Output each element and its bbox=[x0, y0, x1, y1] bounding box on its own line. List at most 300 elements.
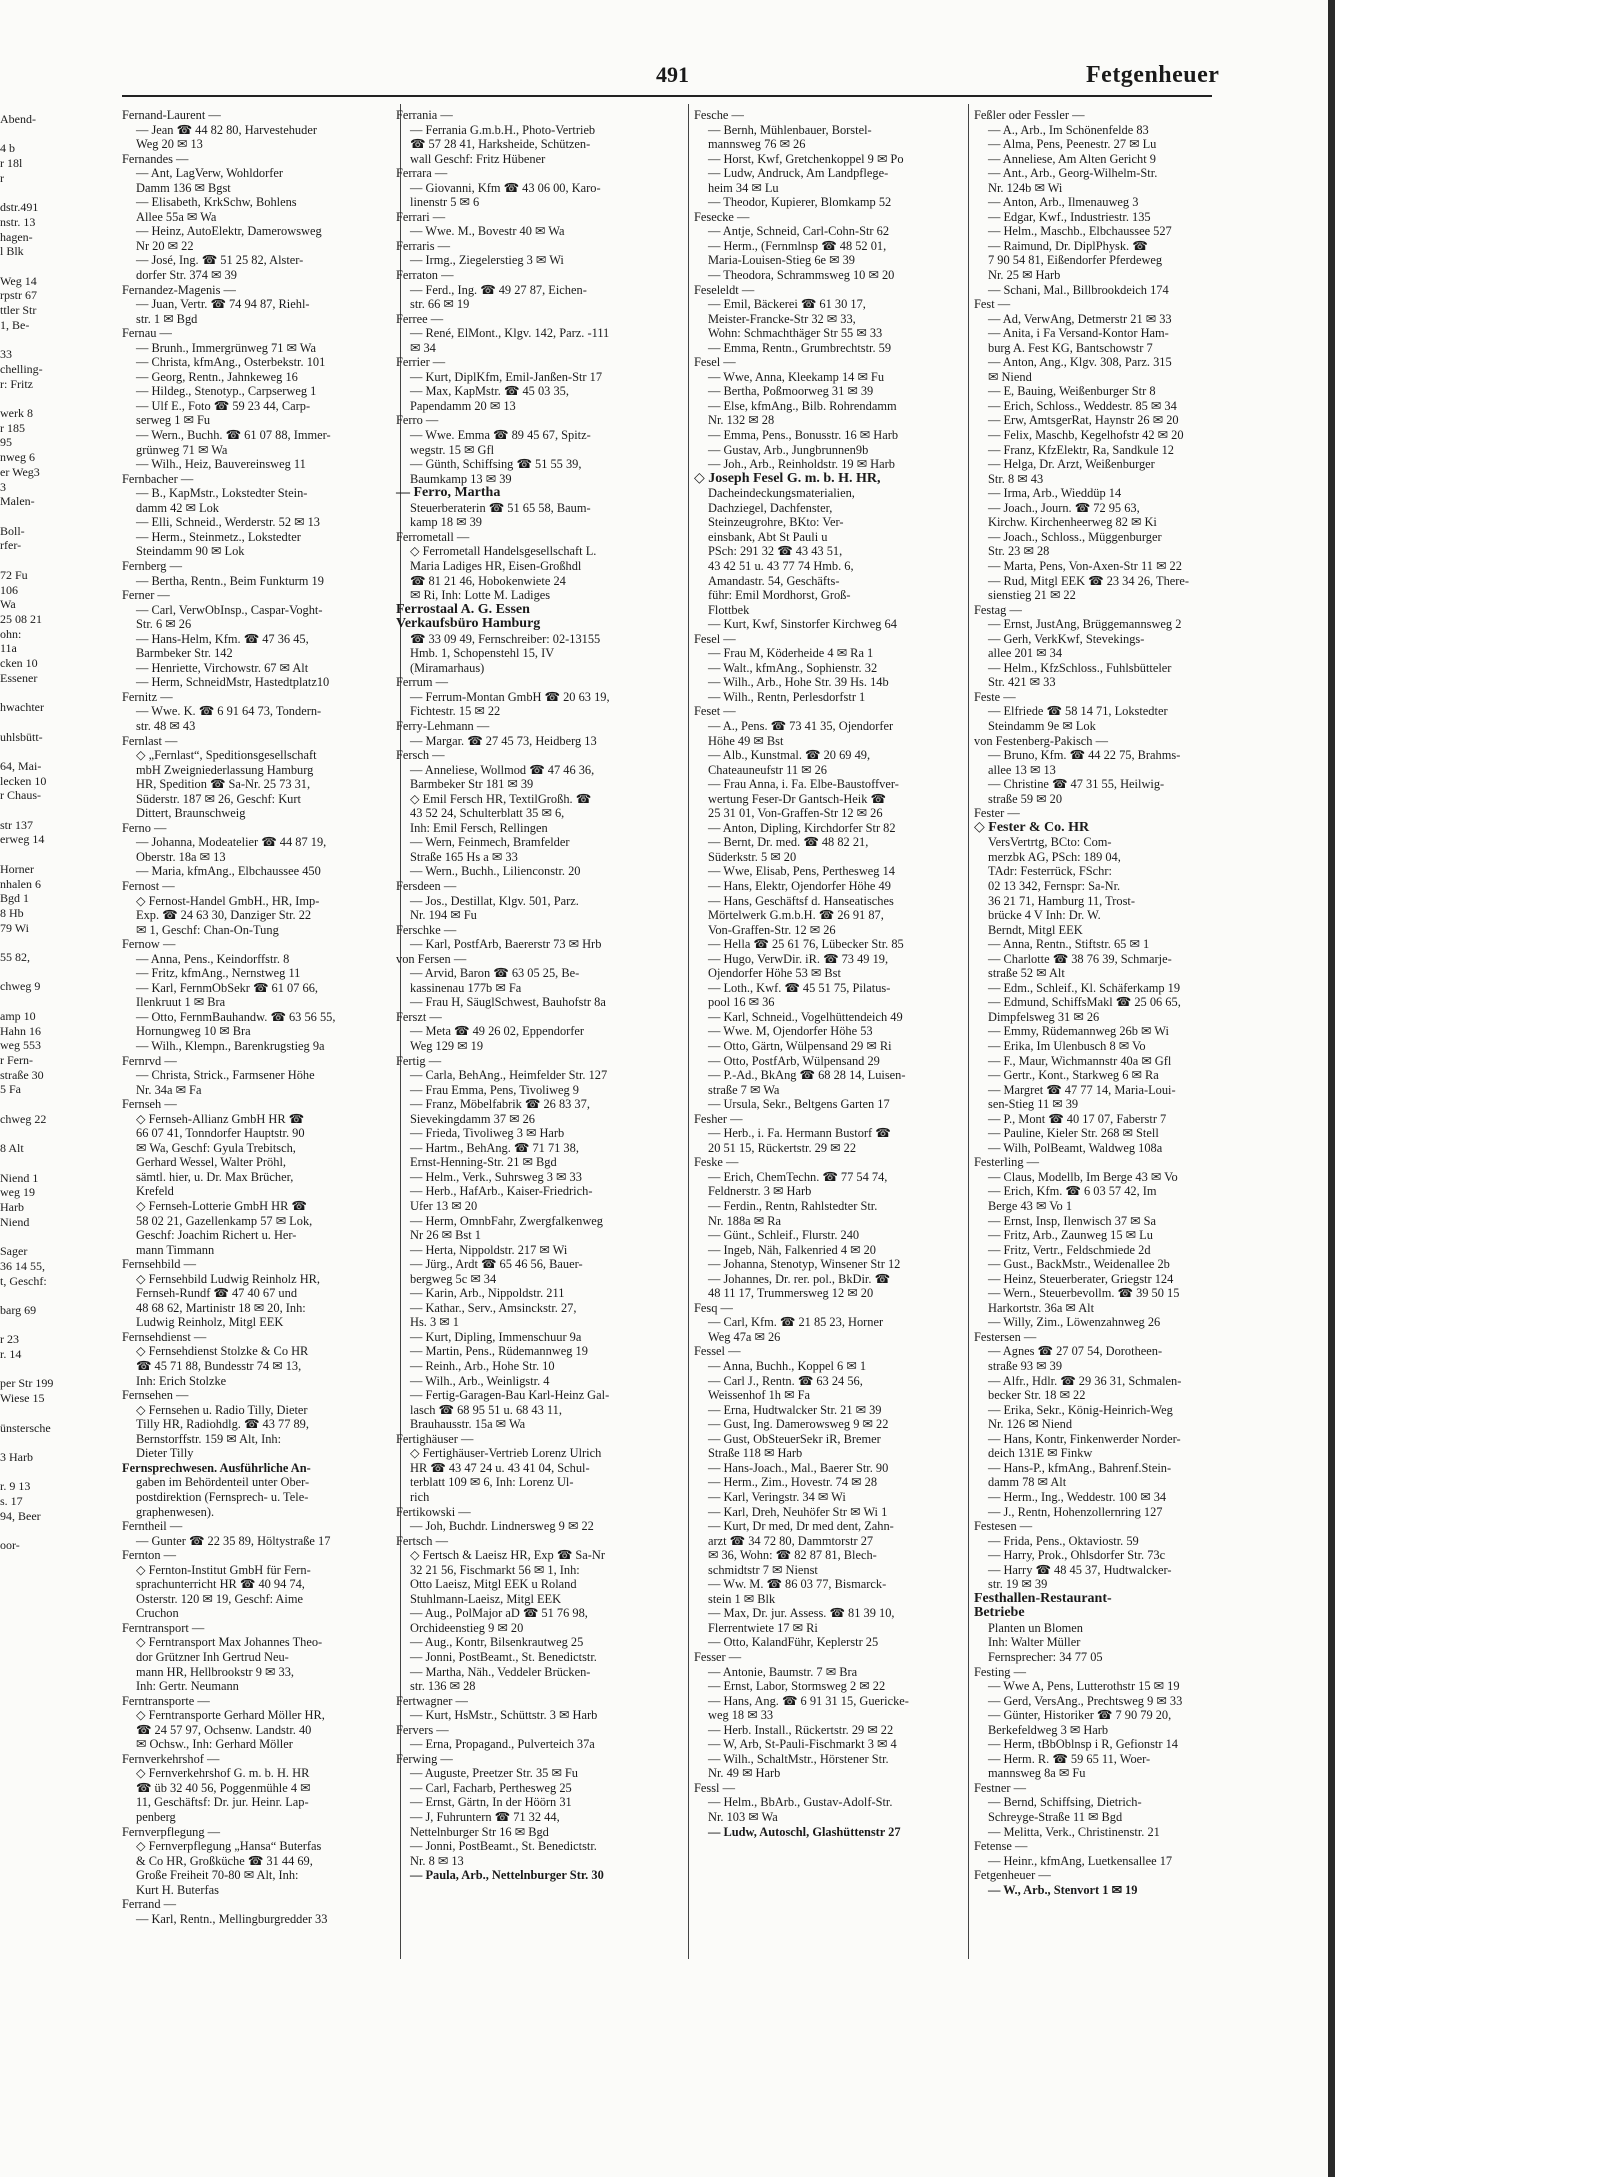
directory-entry-line: Fesche — bbox=[694, 108, 744, 122]
directory-entry-line: Flerrentwiete 17 ✉ Ri bbox=[708, 1620, 818, 1635]
directory-entry-line: — Erna, Propagand., Pulverteich 37a bbox=[410, 1737, 595, 1752]
directory-entry-line: Fesel — bbox=[694, 355, 736, 370]
directory-entry-line: Fest — bbox=[974, 297, 1011, 312]
directory-entry-line: von Festenberg-Pakisch — bbox=[974, 733, 1108, 748]
directory-entry-line: Fernverpflegung — bbox=[122, 1824, 221, 1839]
directory-entry-line: — Hans, Elektr, Ojendorfer Höhe 49 bbox=[708, 878, 891, 893]
directory-entry-line: — Willy, Zim., Löwenzahnweg 26 bbox=[988, 1315, 1161, 1330]
directory-entry-line: Orchideenstieg 9 ✉ 20 bbox=[410, 1620, 524, 1635]
strip-fragment: 79 Wi bbox=[0, 920, 29, 935]
directory-entry-line: — Loth., Kwf. ☎ 45 51 75, Pilatus- bbox=[708, 980, 891, 995]
directory-entry-line: Fernton — bbox=[122, 1548, 177, 1563]
directory-entry-line: 32 21 56, Fischmarkt 56 ✉ 1, Inh: bbox=[410, 1562, 580, 1577]
directory-entry-line: Inh: Emil Fersch, Rellingen bbox=[410, 820, 548, 835]
directory-entry-line: — Irmg., Ziegelerstieg 3 ✉ Wi bbox=[410, 253, 564, 268]
directory-entry-line: ☎ 81 21 46, Hobokenwiete 24 bbox=[410, 573, 566, 588]
directory-entry-line: Ferrum — bbox=[396, 675, 448, 690]
strip-fragment bbox=[0, 259, 44, 274]
directory-entry-line: Bernstorffstr. 159 ✉ Alt, Inh: bbox=[136, 1431, 282, 1446]
directory-entry-line: — Ernst, Gärtn, In der Höörn 31 bbox=[410, 1795, 572, 1810]
directory-entry-line: — Heinr., kfmAng, Luetkensallee 17 bbox=[988, 1853, 1173, 1868]
strip-fragment: erweg 14 bbox=[0, 832, 45, 847]
strip-fragment: rfer- bbox=[0, 538, 22, 553]
directory-entry-line: — Hans-Helm, Kfm. ☎ 47 36 45, bbox=[136, 631, 309, 646]
directory-entry-line: Brauhausstr. 15a ✉ Wa bbox=[410, 1417, 526, 1432]
directory-entry-line: — Walt., kfmAng., Sophienstr. 32 bbox=[708, 660, 878, 675]
directory-entry-line: Feske — bbox=[694, 1155, 739, 1170]
directory-entry-line: Gerhard Wessel, Walter Pröhl, bbox=[136, 1155, 286, 1170]
directory-entry-line: serweg 1 ✉ Fu bbox=[136, 413, 211, 428]
directory-entry-line: Fernitz — bbox=[122, 689, 173, 704]
strip-fragment bbox=[0, 553, 44, 568]
strip-fragment: chelling- bbox=[0, 361, 43, 376]
directory-entry-line: — Antje, Schneid, Carl-Cohn-Str 62 bbox=[708, 224, 890, 239]
strip-fragment bbox=[0, 1524, 44, 1539]
directory-entry-line: Fertwagner — bbox=[396, 1693, 468, 1708]
strip-fragment: Hahn 16 bbox=[0, 1023, 41, 1038]
directory-entry-line: Fesher — bbox=[694, 1111, 743, 1126]
strip-fragment: r Chaus- bbox=[0, 788, 41, 803]
directory-entry-line: — Karl, FernmObSekr ☎ 61 07 66, bbox=[136, 980, 318, 995]
directory-entry-line: Otto Laeisz, Mitgl EEK u Roland bbox=[410, 1577, 577, 1592]
directory-entry-line: — Kurt, Dipling, Immenschuur 9a bbox=[410, 1329, 582, 1344]
running-head: Fetgenheuer bbox=[1086, 62, 1220, 88]
directory-entry-line: — Ludw, Andruck, Am Landpflege- bbox=[708, 166, 889, 181]
directory-entry-line: — Max, KapMstr. ☎ 45 03 35, bbox=[410, 384, 569, 399]
directory-entry-line: Fertig — bbox=[396, 1053, 442, 1068]
directory-entry-line: 48 68 62, Martinistr 18 ✉ 20, Inh: bbox=[136, 1300, 306, 1315]
directory-entry-line: — Giovanni, Kfm ☎ 43 06 00, Karo- bbox=[410, 180, 601, 195]
strip-fragment: ünstersche bbox=[0, 1420, 51, 1435]
directory-entry-line: — Emma, Pens., Bonusstr. 16 ✉ Harb bbox=[708, 428, 899, 443]
directory-entry-line: Fernsehdienst — bbox=[122, 1329, 207, 1344]
directory-entry-line: Berge 43 ✉ Vo 1 bbox=[988, 1199, 1073, 1214]
directory-entry-line: Dittert, Braunschweig bbox=[136, 806, 246, 821]
strip-fragment: dstr.491 bbox=[0, 200, 39, 215]
directory-entry-line: Fernbacher — bbox=[122, 471, 194, 486]
directory-entry-line: — Wwe. M., Bovestr 40 ✉ Wa bbox=[410, 224, 565, 239]
directory-entry-line: — Herm, tBbOblnsp i R, Gefionstr 14 bbox=[988, 1737, 1178, 1752]
directory-entry-line: — Elli, Schneid., Werderstr. 52 ✉ 13 bbox=[136, 515, 320, 530]
directory-entry-line: arzt ☎ 34 72 80, Dammtorstr 27 bbox=[708, 1533, 874, 1548]
directory-entry-line: — Franz, Möbelfabrik ☎ 26 83 37, bbox=[410, 1097, 590, 1112]
directory-entry-line: Ferrara — bbox=[396, 166, 448, 181]
directory-entry-line: — Aug., Kontr, Bilsenkrautweg 25 bbox=[410, 1635, 584, 1650]
directory-entry-line: ✉ Ri, Inh: Lotte M. Ladiges bbox=[410, 588, 551, 603]
directory-entry-line: — Edmund, SchiffsMakl ☎ 25 06 65, bbox=[988, 995, 1181, 1010]
directory-entry-line: HR, Spedition ☎ Sa-Nr. 25 73 31, bbox=[136, 777, 311, 792]
directory-entry-line: Steuerberaterin ☎ 51 65 58, Baum- bbox=[410, 500, 591, 515]
directory-entry-line: Festerling — bbox=[974, 1155, 1040, 1170]
directory-entry-line: Ferree — bbox=[396, 311, 444, 326]
strip-fragment bbox=[0, 1465, 44, 1480]
directory-entry-line: Ferrand — bbox=[122, 1897, 177, 1912]
directory-entry-line: Maria Ladiges HR, Eisen-Großhdl bbox=[410, 558, 582, 573]
directory-entry-line: — Jos., Destillat, Klgv. 501, Parz. bbox=[410, 893, 579, 908]
directory-entry-line: Cruchon bbox=[136, 1606, 179, 1621]
directory-entry-line: linenstr 5 ✉ 6 bbox=[410, 195, 480, 210]
directory-entry-line: — Ingeb, Näh, Falkenried 4 ✉ 20 bbox=[708, 1242, 876, 1257]
directory-entry-line: — Anneliese, Am Alten Gericht 9 bbox=[988, 151, 1156, 166]
directory-entry-line: — Ferd., Ing. ☎ 49 27 87, Eichen- bbox=[410, 282, 587, 297]
strip-fragment: uhlsbütt- bbox=[0, 729, 43, 744]
directory-entry-line: Dieter Tilly bbox=[136, 1446, 194, 1461]
directory-entry-line: Damm 136 ✉ Bgst bbox=[136, 180, 231, 195]
directory-entry-line: ◇ Fernost-Handel GmbH., HR, Imp- bbox=[136, 893, 320, 908]
directory-entry-line: führ: Emil Mordhorst, Groß- bbox=[708, 588, 851, 603]
directory-entry-line: ☎ 57 28 41, Harksheide, Schützen- bbox=[410, 137, 591, 152]
directory-entry-line: — Kurt, Kwf, Sinstorfer Kirchweg 64 bbox=[708, 617, 897, 632]
directory-entry-line: — Wwe, Elisab, Pens, Perthesweg 14 bbox=[708, 864, 895, 879]
directory-entry-line: Nr. 132 ✉ 28 bbox=[708, 413, 775, 428]
directory-entry-line: grünweg 71 ✉ Wa bbox=[136, 442, 228, 457]
directory-entry-line: PSch: 291 32 ☎ 43 43 51, bbox=[708, 544, 843, 559]
strip-fragment bbox=[0, 1406, 44, 1421]
strip-fragment: r 18l bbox=[0, 156, 23, 171]
directory-entry-line: Fernsprecher: 34 77 05 bbox=[988, 1649, 1103, 1664]
directory-entry-line: Ferro — bbox=[396, 413, 439, 428]
directory-entry-line: gaben im Behördenteil unter Ober- bbox=[136, 1475, 310, 1490]
directory-entry-line: — Emma, Rentn., Grumbrechtstr. 59 bbox=[708, 340, 892, 355]
directory-entry-line: — Jean ☎ 44 82 80, Harvestehuder bbox=[136, 122, 317, 137]
directory-entry-line: Maria-Louisen-Stieg 6e ✉ 39 bbox=[708, 253, 855, 268]
strip-fragment: 36 14 55, bbox=[0, 1258, 45, 1273]
strip-fragment bbox=[0, 509, 44, 524]
strip-fragment bbox=[0, 803, 44, 818]
strip-fragment: straße 30 bbox=[0, 1067, 44, 1082]
directory-entry-line: — Hans, Kontr, Finkenwerder Norder- bbox=[988, 1431, 1181, 1446]
directory-entry-line: Nr 20 ✉ 22 bbox=[136, 238, 194, 253]
directory-entry-line: Inh: Erich Stolzke bbox=[136, 1373, 227, 1388]
directory-entry-line: — Ant., Arb., Georg-Wilhelm-Str. bbox=[988, 166, 1158, 181]
directory-entry-line: sen-Stieg 11 ✉ 39 bbox=[988, 1097, 1079, 1112]
directory-entry-line: — Erich, ChemTechn. ☎ 77 54 74, bbox=[708, 1169, 888, 1184]
strip-fragment: 72 Fu bbox=[0, 567, 28, 582]
directory-entry-line: Fersdeen — bbox=[396, 878, 457, 893]
directory-entry-line: Mörtelwerk G.m.b.H. ☎ 26 91 87, bbox=[708, 908, 884, 923]
strip-fragment: nhalen 6 bbox=[0, 876, 41, 891]
directory-entry-line: — Karl, Rentn., Mellingburgredder 33 bbox=[136, 1911, 328, 1926]
strip-fragment: nstr. 13 bbox=[0, 214, 36, 229]
directory-entry-line: — Fertig-Garagen-Bau Karl-Heinz Gal- bbox=[410, 1388, 610, 1403]
directory-entry-line: — Anna, Pens., Keindorffstr. 8 bbox=[136, 951, 290, 966]
directory-entry-line: ◇ Fernverkehrshof G. m. b. H. HR bbox=[136, 1766, 310, 1781]
directory-entry-line: Ferno — bbox=[122, 820, 167, 835]
directory-entry-line: — Herta, Nippoldstr. 217 ✉ Wi bbox=[410, 1242, 568, 1257]
directory-entry-line: mannsweg 8a ✉ Fu bbox=[988, 1766, 1086, 1781]
directory-entry-line: — Ferro, Martha bbox=[396, 485, 501, 501]
directory-entry-line: — Carl, Kfm. ☎ 21 85 23, Horner bbox=[708, 1315, 884, 1330]
strip-fragment bbox=[0, 847, 44, 862]
directory-entry-line: heim 34 ✉ Lu bbox=[708, 180, 779, 195]
directory-entry-line: Fernseh-Rundf ☎ 47 40 67 und bbox=[136, 1286, 298, 1301]
directory-entry-line: — P., Mont ☎ 40 17 07, Faberstr 7 bbox=[988, 1111, 1167, 1126]
directory-entry-line: mannsweg 76 ✉ 26 bbox=[708, 137, 806, 152]
directory-entry-line: — Hella ☎ 25 61 76, Lübecker Str. 85 bbox=[708, 937, 904, 952]
directory-entry-line: Fester — bbox=[974, 806, 1020, 821]
directory-entry-line: — Hans-P., kfmAng., Bahrenf.Stein- bbox=[988, 1460, 1172, 1475]
directory-entry-line: 7 90 54 81, Eißendorfer Pferdeweg bbox=[988, 253, 1163, 268]
directory-entry-line: — Otto, FernmBauhandw. ☎ 63 56 55, bbox=[136, 1009, 336, 1024]
directory-entry-line: — Herm., Steinmetz., Lokstedter bbox=[136, 529, 301, 544]
directory-entry-line: — Gerh, VerkKwf, Stevekings- bbox=[988, 631, 1145, 646]
directory-entry-line: ✉ 1, Geschf: Chan-On-Tung bbox=[136, 922, 279, 937]
directory-entry-line: Ferntheil — bbox=[122, 1519, 183, 1534]
directory-entry-line: Feset — bbox=[694, 704, 736, 719]
directory-entry-line: Berndt, Mitgl EEK bbox=[988, 922, 1083, 937]
directory-entry-line: — Franz, KfzElektr, Ra, Sandkule 12 bbox=[988, 442, 1175, 457]
directory-entry-line: Ludwig Reinholz, Mitgl EEK bbox=[136, 1315, 284, 1330]
directory-entry-line: — Irma, Arb., Wieddüp 14 bbox=[988, 486, 1122, 501]
directory-entry-line: — W, Arb, St-Pauli-Fischmarkt 3 ✉ 4 bbox=[708, 1737, 897, 1752]
directory-entry-line: 11, Geschäftsf: Dr. jur. Heinr. Lap- bbox=[136, 1795, 309, 1810]
strip-fragment bbox=[0, 1097, 44, 1112]
directory-entry-line: Fesser — bbox=[694, 1649, 742, 1664]
directory-entry-line: — José, Ing. ☎ 51 25 82, Alster- bbox=[136, 253, 304, 268]
directory-entry-line: Festing — bbox=[974, 1664, 1026, 1679]
directory-entry-line: — Erika, Sekr., König-Heinrich-Weg bbox=[988, 1402, 1173, 1417]
strip-fragment bbox=[0, 186, 44, 201]
directory-entry-line: Str. 6 ✉ 26 bbox=[136, 617, 192, 632]
directory-entry-line: 48 11 17, Trummersweg 12 ✉ 20 bbox=[708, 1286, 874, 1301]
directory-entry-line: — Martha, Näh., Veddeler Brücken- bbox=[410, 1664, 591, 1679]
directory-entry-line: ◇ Fernton-Institut GmbH für Fern- bbox=[136, 1562, 311, 1577]
directory-entry-line: str. 19 ✉ 39 bbox=[988, 1577, 1048, 1592]
strip-fragment: r Fern- bbox=[0, 1053, 33, 1067]
directory-entry-line: — Rud, Mitgl EEK ☎ 23 34 26, There- bbox=[988, 573, 1190, 588]
strip-fragment bbox=[0, 1229, 44, 1244]
strip-fragment: weg 553 bbox=[0, 1038, 41, 1053]
directory-entry-line: Nettelnburger Str 16 ✉ Bgd bbox=[410, 1824, 549, 1839]
strip-fragment bbox=[0, 994, 44, 1009]
directory-entry-line: — Christa, kfmAng., Osterbekstr. 101 bbox=[136, 355, 326, 370]
strip-fragment: str 137 bbox=[0, 817, 33, 832]
directory-entry-line: — Wilh., Rentn, Perlesdorfstr 1 bbox=[708, 689, 866, 704]
strip-fragment bbox=[0, 965, 44, 980]
directory-entry-line: — Wilh., Arb., Hohe Str. 39 Hs. 14b bbox=[708, 675, 889, 690]
directory-entry-line: Osterstr. 120 ✉ 19, Geschf: Aime bbox=[136, 1591, 303, 1606]
directory-entry-line: wertung Feser-Dr Gantsch-Heik ☎ bbox=[708, 791, 886, 806]
directory-entry-line: Fetense — bbox=[974, 1839, 1028, 1854]
directory-entry-line: — Kathar., Serv., Amsinckstr. 27, bbox=[410, 1300, 577, 1315]
directory-entry-line: — Günth, Schiffsing ☎ 51 55 39, bbox=[410, 457, 582, 472]
strip-fragment: 94, Beer bbox=[0, 1508, 41, 1523]
directory-entry-line: Weg 20 ✉ 13 bbox=[136, 137, 203, 152]
directory-entry-line: TAdr: Festerrück, FSchr: bbox=[988, 864, 1112, 879]
directory-entry-line: — Joach., Schloss., Müggenburger bbox=[988, 529, 1162, 544]
directory-entry-line: Ufer 13 ✉ 20 bbox=[410, 1199, 478, 1214]
directory-entry-line: Fernow — bbox=[122, 937, 176, 952]
directory-entry-line: — E, Bauing, Weißenburger Str 8 bbox=[988, 384, 1156, 399]
directory-entry-line: Wohn: Schmachthäger Str 55 ✉ 33 bbox=[708, 326, 883, 341]
directory-entry-line: Fernandez-Magenis — bbox=[122, 282, 236, 297]
directory-entry-line: graphenwesen). bbox=[136, 1504, 215, 1519]
previous-page-strip bbox=[0, 112, 54, 1553]
directory-entry-line: mann HR, Hellbrookstr 9 ✉ 33, bbox=[136, 1664, 295, 1679]
strip-fragment: cken 10 bbox=[0, 656, 38, 671]
directory-entry-line: merzbk AG, PSch: 189 04, bbox=[988, 849, 1121, 864]
directory-entry-line: Nr. 194 ✉ Fu bbox=[410, 908, 477, 923]
directory-entry-line: — Herm, OmnbFahr, Zwergfalkenweg bbox=[410, 1213, 603, 1228]
directory-entry-line: — Gertr., Kont., Starkweg 6 ✉ Ra bbox=[988, 1068, 1159, 1083]
directory-entry-line: — Harry ☎ 48 45 37, Hudtwalcker- bbox=[988, 1562, 1172, 1577]
strip-fragment: nweg 6 bbox=[0, 450, 35, 465]
directory-entry-line: — Frau M, Köderheide 4 ✉ Ra 1 bbox=[708, 646, 874, 661]
directory-entry-line: — Hans, Geschäftsf d. Hanseatisches bbox=[708, 893, 894, 908]
directory-entry-line: — Helm., BbArb., Gustav-Adolf-Str. bbox=[708, 1795, 893, 1810]
strip-fragment: 4 b bbox=[0, 141, 15, 156]
strip-fragment: 25 08 21 bbox=[0, 611, 42, 626]
directory-entry-line: Allee 55a ✉ Wa bbox=[136, 209, 217, 224]
directory-entry-line: — Herm. R. ☎ 59 65 11, Woer- bbox=[988, 1751, 1151, 1766]
directory-entry-line: allee 13 ✉ 13 bbox=[988, 762, 1056, 777]
directory-entry-line: Nr. 188a ✉ Ra bbox=[708, 1213, 782, 1228]
directory-entry-line: Baumkamp 13 ✉ 39 bbox=[410, 471, 512, 486]
directory-entry-line: — Hans, Ang. ☎ 6 91 31 15, Guericke- bbox=[708, 1693, 909, 1708]
directory-entry-line: Hmb. 1, Schopenstehl 15, IV bbox=[410, 646, 555, 661]
directory-entry-line: — Günter, Historiker ☎ 7 90 79 20, bbox=[988, 1708, 1172, 1723]
directory-entry-line: straße 7 ✉ Wa bbox=[708, 1082, 780, 1097]
directory-entry-line: Amandastr. 54, Geschäfts- bbox=[708, 573, 840, 588]
strip-fragment: Niend bbox=[0, 1214, 30, 1229]
directory-entry-line: mbH Zweigniederlassung Hamburg bbox=[136, 762, 314, 777]
directory-entry-line: ✉ Wa, Geschf: Gyula Trebitsch, bbox=[136, 1140, 296, 1155]
directory-entry-line: Meister-Francke-Str 32 ✉ 33, bbox=[708, 311, 856, 326]
directory-entry-line: — Anton, Ang., Klgv. 308, Parz. 315 bbox=[988, 355, 1172, 370]
directory-entry-line: — F., Maur, Wichmannstr 40a ✉ Gfl bbox=[988, 1053, 1172, 1068]
directory-entry-line: — Bruno, Kfm. ☎ 44 22 75, Brahms- bbox=[988, 748, 1181, 763]
directory-entry-line: — Bertha, Poßmoorweg 31 ✉ 39 bbox=[708, 384, 874, 399]
directory-entry-line: Steindamm 9e ✉ Lok bbox=[988, 718, 1096, 733]
directory-entry-line: pool 16 ✉ 36 bbox=[708, 995, 775, 1010]
directory-entry-line: Nr 26 ✉ Bst 1 bbox=[410, 1228, 481, 1243]
directory-entry-line: — Wilh., Heiz, Bauvereinsweg 11 bbox=[136, 457, 306, 472]
strip-fragment: rpstr 67 bbox=[0, 288, 37, 303]
directory-entry-line: kassinenau 177b ✉ Fa bbox=[410, 980, 522, 995]
strip-fragment: 55 82, bbox=[0, 950, 30, 965]
directory-entry-line: Fessl — bbox=[694, 1780, 735, 1795]
directory-entry-line: sprachunterricht HR ☎ 40 94 74, bbox=[136, 1577, 305, 1592]
directory-column-2 bbox=[396, 108, 688, 1883]
directory-entry-line: — Helm., KfzSchloss., Fuhlsbütteler bbox=[988, 660, 1172, 675]
directory-entry-line: Kurt H. Buterfas bbox=[136, 1882, 219, 1897]
column-rule bbox=[688, 104, 689, 1959]
directory-entry-line: becker Str. 18 ✉ 22 bbox=[988, 1388, 1086, 1403]
directory-entry-line: stein 1 ✉ Blk bbox=[708, 1591, 776, 1606]
directory-entry-line: Feseleldt — bbox=[694, 282, 755, 297]
directory-entry-line: — Paula, Arb., Nettelnburger Str. 30 bbox=[410, 1868, 604, 1883]
directory-entry-line: — Gustav, Arb., Jungbrunnen9b bbox=[708, 442, 869, 457]
directory-entry-line: — Fritz, Arb., Zaunweg 15 ✉ Lu bbox=[988, 1228, 1153, 1243]
directory-entry-line: — Raimund, Dr. DiplPhysk. ☎ bbox=[988, 238, 1148, 253]
directory-entry-line: Fernsehen — bbox=[122, 1388, 189, 1403]
directory-entry-line: — Agnes ☎ 27 07 54, Dorotheen- bbox=[988, 1344, 1163, 1359]
directory-entry-line: (Miramarhaus) bbox=[410, 660, 485, 675]
directory-entry-line: Ferntransport — bbox=[122, 1620, 205, 1635]
directory-entry-line: — Ulf E., Foto ☎ 59 23 44, Carp- bbox=[136, 398, 311, 413]
strip-fragment bbox=[0, 1127, 44, 1142]
directory-entry-line: Fesq — bbox=[694, 1300, 733, 1315]
directory-entry-line: — Karin, Arb., Nippoldstr. 211 bbox=[410, 1286, 565, 1301]
directory-entry-line: Nr. 126 ✉ Niend bbox=[988, 1417, 1073, 1432]
header-rule bbox=[122, 95, 1212, 97]
directory-entry-line: lasch ☎ 68 95 51 u. 68 43 11, bbox=[410, 1402, 562, 1417]
directory-entry-line: Festesen — bbox=[974, 1519, 1033, 1534]
directory-entry-line: — A., Pens. ☎ 73 41 35, Ojendorfer bbox=[708, 718, 894, 733]
directory-column-3 bbox=[694, 108, 970, 1839]
directory-entry-line: Inh: Walter Müller bbox=[988, 1635, 1081, 1650]
directory-entry-line: Fessel — bbox=[694, 1344, 741, 1359]
directory-entry-line: — Johanna, Stenotyp, Winsener Str 12 bbox=[708, 1257, 901, 1272]
directory-entry-line: Fernsprechwesen. Ausführliche An- bbox=[122, 1460, 311, 1475]
directory-entry-line: Nr. 103 ✉ Wa bbox=[708, 1809, 778, 1824]
strip-fragment: 95 bbox=[0, 435, 12, 450]
directory-entry-line: rich bbox=[410, 1489, 430, 1504]
directory-entry-line: — Christine ☎ 47 31 55, Heilwig- bbox=[988, 777, 1165, 792]
directory-entry-line: — Antonie, Baumstr. 7 ✉ Bra bbox=[708, 1664, 858, 1679]
directory-entry-line: — J., Rentn, Hohenzollernring 127 bbox=[988, 1504, 1163, 1519]
directory-entry-line: — Edgar, Kwf., Industriestr. 135 bbox=[988, 209, 1151, 224]
directory-entry-line: — Frida, Pens., Oktaviostr. 59 bbox=[988, 1533, 1139, 1548]
directory-entry-line: — Carl J., Rentn. ☎ 63 24 56, bbox=[708, 1373, 863, 1388]
directory-entry-line: — Elfriede ☎ 58 14 71, Lokstedter bbox=[988, 704, 1168, 719]
directory-entry-line: — Otto, Gärtn, Wülpensand 29 ✉ Ri bbox=[708, 1039, 892, 1053]
directory-entry-line: — Karl, PostfArb, Baererstr 73 ✉ Hrb bbox=[410, 937, 602, 952]
directory-entry-line: 02 13 342, Fernspr: Sa-Nr. bbox=[988, 878, 1121, 893]
directory-entry-line: — Felix, Maschb, Kegelhofstr 42 ✉ 20 bbox=[988, 428, 1184, 443]
directory-entry-line: ✉ 34 bbox=[410, 340, 436, 355]
directory-entry-line: Fernost — bbox=[122, 878, 175, 893]
directory-entry-line: ☎ 24 57 97, Ochsenw. Landstr. 40 bbox=[136, 1722, 312, 1737]
directory-entry-line: einsbank, Abt St Pauli u bbox=[708, 529, 828, 544]
margin-area bbox=[1335, 0, 1600, 2177]
directory-entry-line: str. 136 ✉ 28 bbox=[410, 1679, 476, 1694]
directory-entry-line: — Wwe A, Pens, Lutterothstr 15 ✉ 19 bbox=[988, 1679, 1180, 1694]
directory-entry-line: Ferrostaal A. G. Essen bbox=[396, 601, 530, 617]
strip-fragment: Malen- bbox=[0, 494, 35, 509]
directory-entry-line: — Karl, Schneid., Vogelhüttendeich 49 bbox=[708, 1009, 903, 1024]
strip-fragment: ttler Str bbox=[0, 303, 37, 318]
directory-entry-line: & Co HR, Großküche ☎ 31 44 69, bbox=[136, 1853, 313, 1868]
directory-entry-line: ☎ 45 71 88, Bundesstr 74 ✉ 13, bbox=[136, 1359, 302, 1374]
directory-entry-line: Süderstr. 187 ✉ 26, Geschf: Kurt bbox=[136, 791, 301, 806]
directory-entry-line: — Ad, VerwAng, Detmerstr 21 ✉ 33 bbox=[988, 311, 1172, 326]
directory-entry-line: Hornungweg 10 ✉ Bra bbox=[136, 1024, 251, 1039]
directory-entry-line: — Theodor, Kupierer, Blomkamp 52 bbox=[708, 195, 892, 210]
directory-entry-line: — Bernh, Mühlenbauer, Borstel- bbox=[708, 122, 872, 137]
directory-entry-line: Dachziegel, Dachfenster, bbox=[708, 500, 833, 515]
directory-entry-line: — Elisabeth, KrkSchw, Bohlens bbox=[136, 195, 297, 210]
directory-entry-line: — Margar. ☎ 27 45 73, Heidberg 13 bbox=[410, 733, 597, 748]
directory-entry-line: straße 59 ✉ 20 bbox=[988, 791, 1063, 806]
directory-entry-line: Inh: Gertr. Neumann bbox=[136, 1679, 239, 1694]
directory-entry-line: brücke 4 V Inh: Dr. W. bbox=[988, 908, 1101, 923]
strip-fragment: 5 Fa bbox=[0, 1082, 21, 1097]
strip-fragment: oor- bbox=[0, 1538, 20, 1553]
directory-entry-line: — Anna, Rentn., Stiftstr. 65 ✉ 1 bbox=[988, 937, 1150, 952]
directory-entry-line: Festner — bbox=[974, 1780, 1026, 1795]
directory-entry-line: Sievekingdamm 37 ✉ 26 bbox=[410, 1111, 535, 1126]
strip-fragment: amp 10 bbox=[0, 1008, 36, 1023]
strip-fragment: per Str 199 bbox=[0, 1376, 54, 1391]
strip-fragment bbox=[0, 333, 44, 348]
directory-entry-line: Barmbeker Str 181 ✉ 39 bbox=[410, 777, 534, 792]
directory-entry-line: — Wwe. M, Ojendorfer Höhe 53 bbox=[708, 1024, 873, 1039]
directory-entry-line: — Wern., Buchh., Lilienconstr. 20 bbox=[410, 864, 581, 879]
directory-entry-line: — W., Arb., Stenvort 1 ✉ 19 bbox=[988, 1882, 1138, 1897]
directory-entry-line: Fernand-Laurent — bbox=[122, 108, 221, 122]
directory-entry-line: Harkortstr. 36a ✉ Alt bbox=[988, 1300, 1095, 1315]
